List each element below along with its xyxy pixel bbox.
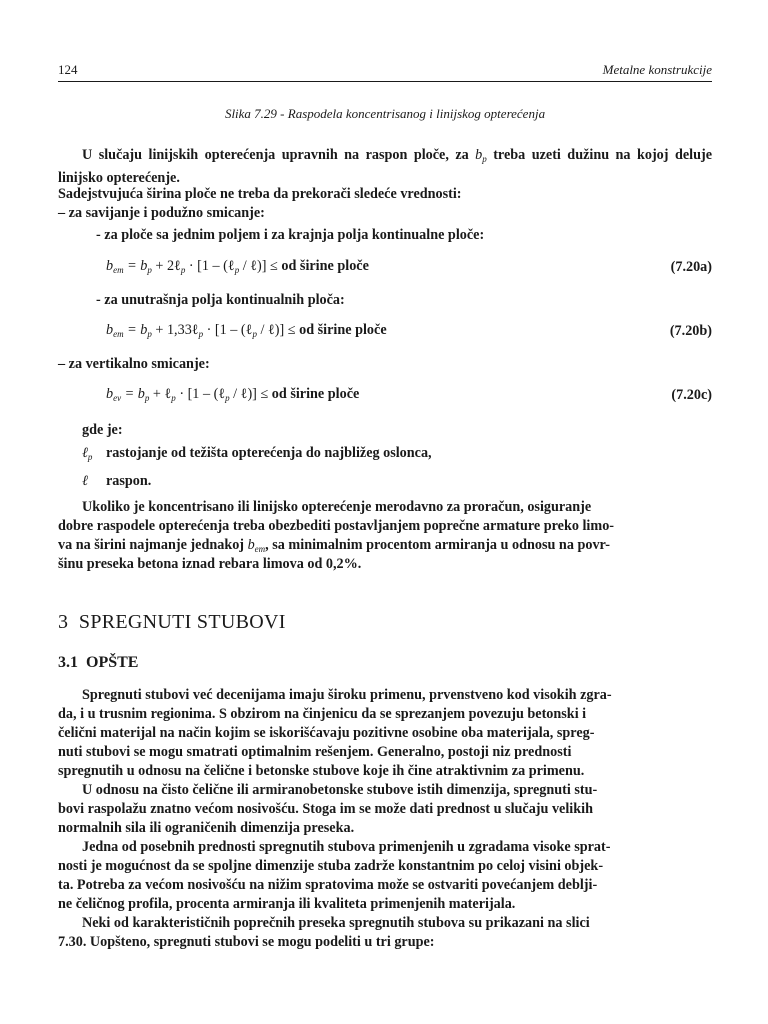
para1-line-1: Spregnuti stubovi već decenijama imaju široku primenu, prvenstveno kod visokih zgra- [82,687,612,703]
para3-line-4: ne čeličnog profila, procenta armiranja ili kvaliteta primenjenih materijala. [58,896,516,912]
intro-line-4: – za savijanje i podužno smicanje: [58,205,265,221]
shear-line: – za vertikalno smicanje: [58,356,210,372]
running-title: Metalne konstrukcije [602,62,712,77]
equation-number-c: (7.20c) [671,387,712,403]
equation-number-b: (7.20b) [669,323,712,339]
concentrated-line-3: va na širini najmanje jednakoj $b_{em}$, sa minimalnim procentom armiranja u odnosu na povr- [58,537,611,554]
equation-number-a: (7.20a) [670,259,712,275]
para3-line-1: Jedna od posebnih prednosti spregnutih stubova primenjenih u zgradama visoke sprat- [82,839,611,855]
para3-line-2: nosti je mogućnost da se spoljne dimenzije stuba zadrže konstantnim po celoj visini objek- [58,858,604,874]
header-rule [58,81,712,82]
equation-7-20a: $b_{em} = b_p$ + 2ℓ$_p$ · [1 – (ℓ$_p$ / ℓ)] ≤ od širine ploče [106,258,369,275]
para2-line-2: bovi raspolažu znatno većom nosivošću. Stoga im se može dati prednost u slučaju velikih [58,801,593,817]
para1-line-5: spregnutih u odnosu na čelične i betonske stubove koje ih čine atraktivnim za primenu. [58,763,585,779]
para4-line-2: 7.30. Uopšteno, spregnuti stubovi se mogu podeliti u tri grupe: [58,934,435,950]
section-heading: 3 SPREGNUTI STUBOVI [58,611,286,633]
intro-line-3: Sadejstvujuća širina ploče ne treba da prekorači sledeće vrednosti: [58,186,462,202]
para2-line-1: U odnosu na čisto čelične ili armiranobetonske stubove istih dimenzija, spregnuti stu- [82,782,598,798]
concentrated-line-2: dobre raspodele opterećenja treba obezbediti postavljanjem poprečne armature preko limo- [58,518,615,534]
equation-7-20c: $b_{ev} = b_p$ + ℓ$_p$ · [1 – (ℓ$_p$ / ℓ)] ≤ od širine ploče [106,386,360,403]
symbol-lp: ℓ$_p$ [82,445,93,462]
symbol-l: ℓ [82,473,88,489]
figure-caption: Slika 7.29 - Raspodela koncentrisanog i linijskog opterećenja [224,106,546,121]
intro-line-5: - za ploče sa jednim poljem i za krajnja polja kontinualne ploče: [96,227,485,243]
para1-line-4: nuti stubovi se mogu smatrati optimalnim rešenjem. Generalno, postoji niz prednosti [58,744,572,760]
symbol-lp-description: rastojanje od težišta opterećenja do najbližeg oslonca, [106,445,432,461]
para4-line-1: Neki od karakterističnih poprečnih preseka spregnutih stubova su prikazani na slici [82,915,590,931]
para1-line-2: da, i u trusnim regionima. S obzirom na činjenicu da se sprezanjem povezuju betonski i [58,706,587,722]
page-header [58,62,712,82]
concentrated-line-1: Ukoliko je koncentrisano ili linijsko opterećenje merodavno za proračun, osiguranje [82,499,592,515]
symbol-l-description: raspon. [106,473,152,489]
intro-paragraph: U slučaju linijskih opterećenja upravnih na raspon ploče, za $b_p$ treba uzeti dužinu na kojoj deluje linijsko opterećenje. [58,147,712,187]
mid-line: - za unutrašnja polja kontinualnih ploča: [96,292,345,308]
para1-line-3: čelični materijal na način kojim se iskorišćavaju pozitivne osobine oba materijala, spreg- [58,725,595,741]
where-label: gde je: [82,422,123,438]
para3-line-3: ta. Potreba za većom nosivošću na nižim spratovima može se ostvariti povećanjem deblji- [58,877,598,893]
page-number: 124 [58,62,78,77]
equation-7-20b: $b_{em} = b_p$ + 1,33ℓ$_p$ · [1 – (ℓ$_p$ / ℓ)] ≤ od širine ploče [106,322,387,339]
concentrated-line-4: šinu preseka betona iznad rebara limova od 0,2%. [58,556,362,572]
para2-line-3: normalnih sila ili ograničenih dimenzija preseka. [58,820,355,836]
subsection-heading: 3.1 OPŠTE [58,654,139,671]
